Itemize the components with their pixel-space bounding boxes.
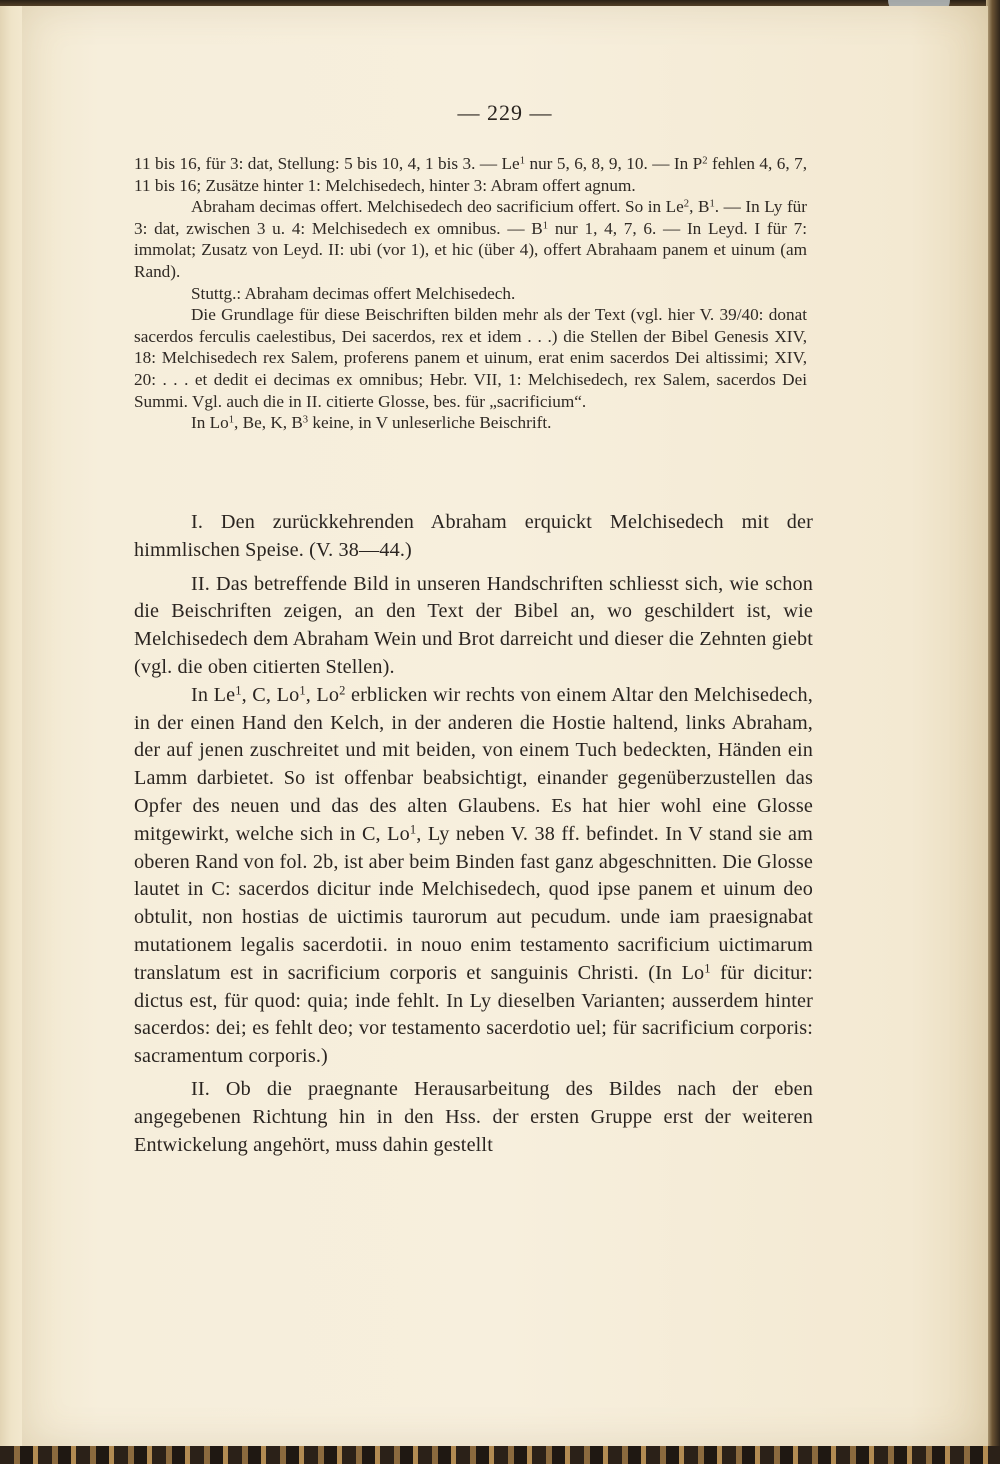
text-run: keine, in V unleserliche Beischrift. [308, 413, 552, 433]
note-paragraph [134, 304, 807, 412]
book-bottom-edge [0, 1446, 1000, 1464]
text-run: erblicken wir rechts von einem Altar den Melchisedech, in der einen Hand den Kelch, in der anderen die Hostie haltend, links Abraham, der auf jenen zuschreitet und mit beiden, von einem Tuch bedeckten, Händen ein Lamm darbietet. So ist offenbar beabsichtigt, einander gegenüberzustellen das Opfer des neuen und das des alten Glaubens. Es hat hier wohl eine Glosse mitgewirkt, welche sich in C, Lo [134, 683, 813, 845]
page-number: — 229 — [457, 100, 553, 125]
text-run: Abraham decimas offert. Melchisedech deo sacrificium offert. So in Le [191, 197, 684, 217]
note-paragraph [134, 412, 807, 434]
superscript: 1 [704, 961, 711, 976]
text-run: Die Grundlage für diese Beischriften bilden mehr als der Text (vgl. hier V. 39/40: donat sacerdos ferculis caelestibus, Dei sacerdos, rex et idem . . .) die Stellen der Bibel Genesis XIV, 18: Melchisedech rex Salem, proferens panem et uinum, erat enim sacerdos Dei altissimi; XIV, 20: . . . et dedit ei decimas ex omnibus; Hebr. VII, 1: Melchisedech, rex Salem, sacerdos Dei Summi. Vgl. auch die in II. citierte Glosse, bes. für „sacrificium“. [134, 305, 807, 411]
text-run: In Lo [191, 413, 229, 433]
text-run: nur 5, 6, 8, 9, 10. — In P [525, 154, 703, 173]
text-run: 11 bis 16, für 3: dat, Stellung: 5 bis 10, 4, 1 bis 3. — Le [134, 154, 520, 173]
superscript: 2 [702, 155, 708, 167]
section-heading-i [134, 509, 813, 565]
footnote-block [134, 153, 807, 434]
text-run: II. Ob die praegnante Herausarbeitung des Bildes nach der eben angegebenen Richtung hin in den Hss. der ersten Gruppe erst der weiteren Entwickelung angehört, muss dahin gestellt [134, 1077, 813, 1156]
book-spine-edge [986, 0, 1000, 1464]
superscript: 2 [683, 198, 690, 210]
main-text [134, 509, 813, 1159]
superscript: 1 [228, 414, 235, 426]
body-paragraph [134, 1076, 813, 1159]
text-run: Stuttg.: Abraham decimas offert Melchisedech. [191, 283, 516, 303]
text-run: I. Den zurückkehrenden Abraham erquickt Melchisedech mit der himmlischen Speise. (V. 38—44.) [134, 511, 813, 561]
note-paragraph [134, 196, 807, 282]
text-run: In Le [191, 683, 236, 706]
note-paragraph [134, 153, 807, 196]
text-run: für dicitur: dictus est, für quod: quia; inde fehlt. In Ly dieselben Varianten; ausserdem hinter sacerdos: dei; es fehlt deo; vor testamento sacerdotio uel; für sacrificium corporis: sacramentum corporis.) [134, 961, 813, 1068]
superscript: 1 [299, 683, 306, 698]
superscript: 1 [542, 220, 549, 232]
text-run: , B [689, 197, 710, 217]
text-run: fehlen 4, 6, 7, 11 bis 16; Zusätze hinter 1: Melchisedech, hinter 3: Abram offert agnum. [134, 154, 807, 195]
superscript: 3 [302, 414, 309, 426]
text-run: , Be, K, B [234, 413, 303, 433]
text-run: , Lo [305, 683, 340, 706]
body-paragraph [134, 571, 813, 682]
text-run: , Ly neben V. 38 ff. befindet. In V stand sie am oberen Rand von fol. 2b, ist aber beim Binden fast ganz abgeschnitten. Die Glosse lautet in C: sacerdos dicitur inde Melchisedech, quod ipse panem et uinum deo obtulit, non hostias de uictimis taurorum aut pecudum. unde iam praesignabat mutationem legalis sacerdotii. in nouo enim testamento sacrificium uictimarum translatum est in sacrificium corporis et sanguinis Christi. (In Lo [134, 822, 813, 984]
note-paragraph [134, 283, 807, 305]
superscript: 1 [409, 822, 417, 837]
superscript: 1 [709, 198, 715, 210]
book-page [22, 6, 988, 1446]
text-run: , C, Lo [241, 683, 300, 706]
superscript: 2 [339, 683, 346, 698]
text-run: nur 1, 4, 7, 6. — In Leyd. I für 7: immolat; Zusatz von Leyd. II: ubi (vor 1), et hic (über 4), offert Abrahaam panem et uinum (am Rand). [134, 218, 807, 281]
body-paragraph [134, 682, 813, 1071]
text-run: . — In Ly für 3: dat, zwischen 3 u. 4: Melchisedech ex omnibus. — B [134, 197, 807, 238]
superscript: 1 [519, 155, 526, 167]
superscript: 1 [235, 683, 242, 698]
text-run: II. Das betreffende Bild in unseren Handschriften schliesst sich, wie schon die Beischriften zeigen, an den Text der Bibel an, wo geschildert ist, wie Melchisedech dem Abraham Wein und Brot darreicht und dieser die Zehnten giebt (vgl. die oben citierten Stellen). [134, 572, 813, 678]
